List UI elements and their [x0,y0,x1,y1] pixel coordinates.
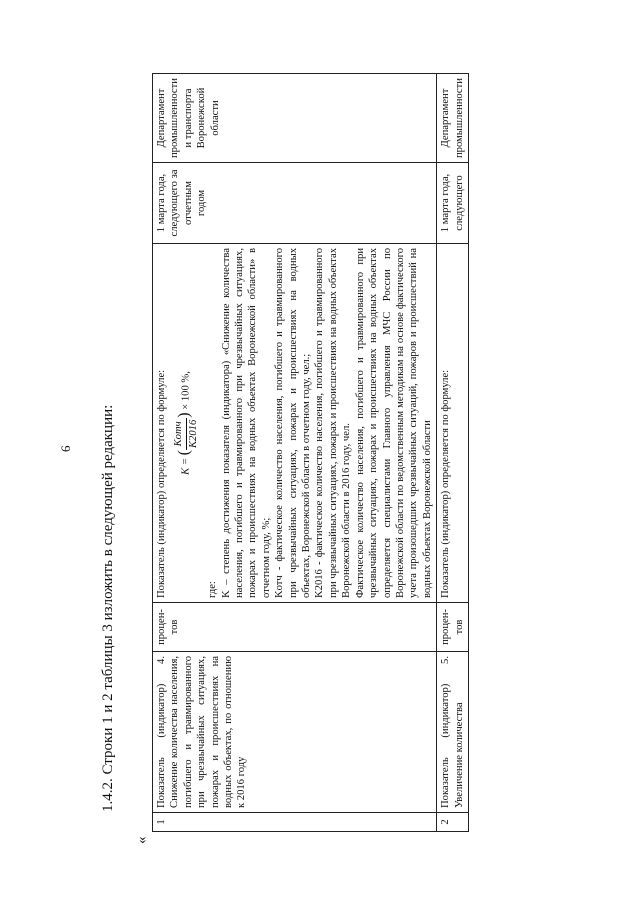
deadline-cell: 1 марта года, следующего [437,163,469,244]
method-intro: Показатель (индикатор) определяется по формуле: [156,369,167,598]
department-cell: Департамент промышленности [437,74,469,163]
formula-fraction [172,418,200,450]
deadline-cell: 1 марта года, следующего за отчетным годом [153,163,437,244]
definition-kotch: Kотч - фактическое количество населения, погибшего и травмированного при чрезвычайных ситуациях, пожарах и происшествиях на водных объектах, Воронежской области в отчетном году, чел.; [274,248,313,598]
where-label: где: [207,581,219,598]
indicator-name: Показатель (индикатор) 5. Увеличение количества [437,652,469,813]
definition-k: K – степень достижения показателя (индикатора) «Снижение количества населения, погибшего и травмированного при чрезвычайных ситуациях, пожарах и происшествиях на водных объектах Воронежской области» в отчетном году, %; [220,248,272,598]
definition-k2016: K2016 - фактическое количество населения, погибшего и травмированного при чрезвычайных ситуациях, пожарах и происшествиях на водных объектах Воронежской области в 2016 году, чел. [314,248,353,598]
formula-denominator: K2016 [187,419,199,449]
unit-cell: процен-тов [153,603,437,652]
department-cell: Департамент промышленности и транспорта Воронежской области [153,74,437,163]
section-heading: 1.4.2. Строки 1 и 2 таблицы 3 изложить в следующей редакции: [100,404,116,812]
table-row [153,74,437,832]
formula-numerator: Kотч [172,418,186,450]
indicator-name: Показатель (индикатор) 4. Снижение количества населения, погибшего и травмированного при чрезвычайных ситуациях, пожарах и происшествиях на водных объектах, по отношению к 2016 году [153,652,437,813]
opening-quote: « [134,836,150,844]
table-row [437,74,469,832]
unit-cell: процен-тов [437,603,469,652]
formula: K = ( Kотч K2016 ) × 100 %, [173,371,199,475]
method-cell [437,244,469,603]
method-intro: Показатель (индикатор) определяется по формуле: [440,369,452,598]
row-number: 2 [437,813,469,832]
indicators-table [152,73,469,832]
formula-left: K = [180,458,192,475]
formula-right: × 100 %, [180,371,192,410]
method-tail: Фактическое количество населения, погибшего и травмированного при чрезвычайных ситуациях, пожарах и происшествиях на водных объектах определяется специалистами Главного управления МЧС России по Воронежской области по ведомственным методикам на основе фактического учета произошедших чрезвычайных ситуаций, пожаров и происшествий на водных объектах Воронежской области [354,248,433,598]
method-cell [153,244,437,603]
page-number: 6 [58,445,73,452]
row-number: 1 [153,813,437,832]
